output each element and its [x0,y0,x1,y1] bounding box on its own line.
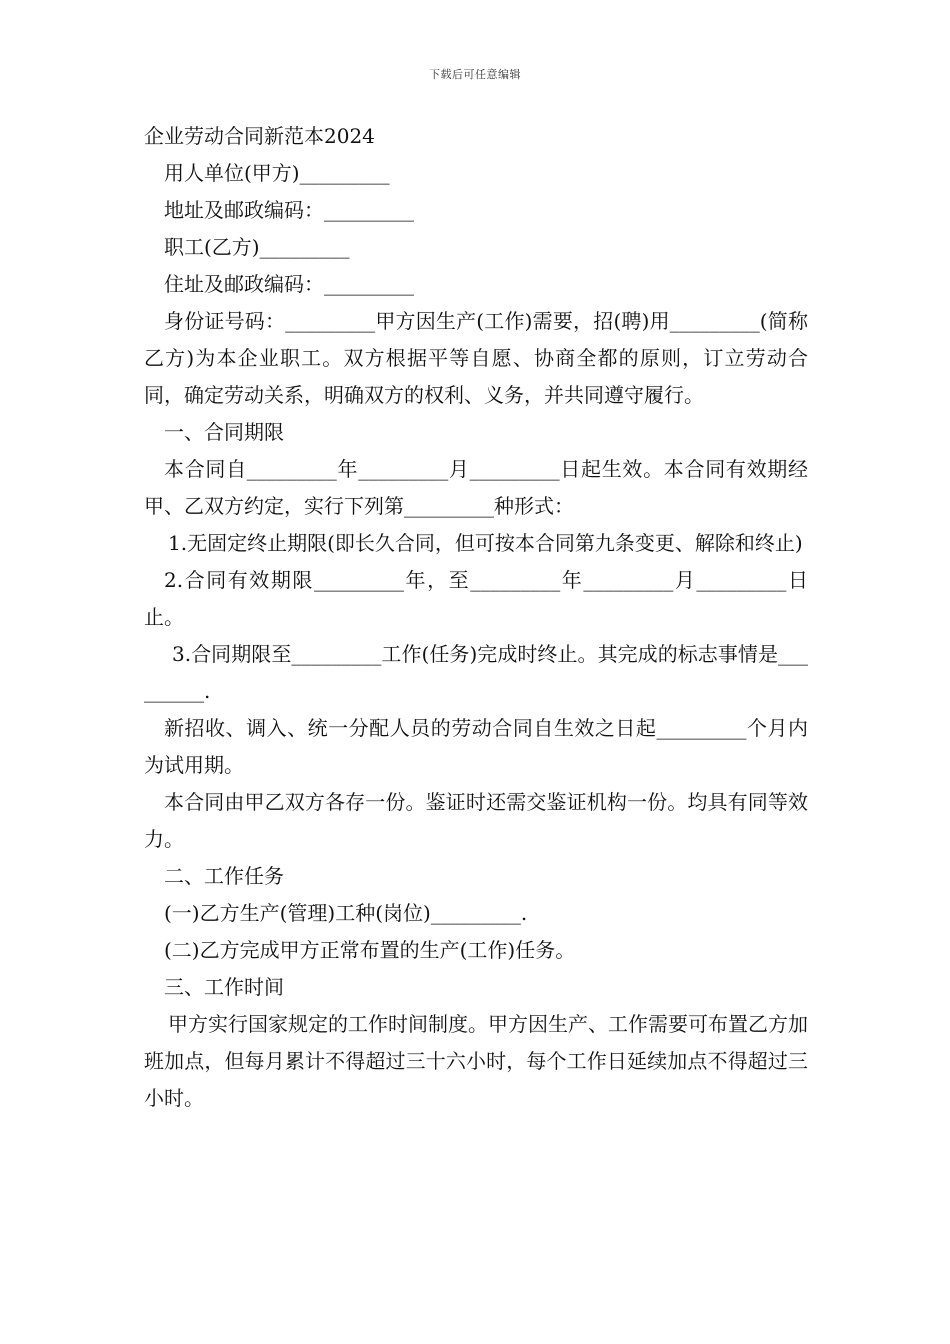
section-heading-work-tasks: 二、工作任务 [164,864,284,888]
list-item-term-option-1: 1.无固定终止期限(即长久合同，但可按本合同第九条变更、解除和终止) [168,531,803,555]
field-employer-address: 地址及邮政编码：_________ [164,198,414,222]
paragraph-effective-date: 本合同自_________年_________月_________日起生效。本合同有效期经甲、乙双方约定，实行下列第_________种形式： [144,457,808,518]
document-title: 企业劳动合同新范本2024 [144,124,375,148]
list-item-term-option-2: 2.合同有效期限_________年，至_________年_________月_________日止。 [144,568,808,629]
paragraph-copies: 本合同由甲乙双方各存一份。鉴证时还需交鉴证机构一份。均具有同等效力。 [144,790,808,851]
list-item-task-1: (一)乙方生产(管理)工种(岗位)_________. [164,901,528,925]
page-header-note: 下载后可任意编辑 [429,68,521,81]
field-employee-address: 住址及邮政编码：_________ [164,272,414,296]
list-item-task-2: (二)乙方完成甲方正常布置的生产(工作)任务。 [164,938,576,962]
section-heading-contract-term: 一、合同期限 [164,420,284,444]
paragraph-probation: 新招收、调入、统一分配人员的劳动合同自生效之日起_________个月内为试用期。 [144,716,808,777]
section-heading-working-hours: 三、工作时间 [164,975,284,999]
list-item-term-option-3: 3.合同期限至_________工作(任务)完成时终止。其完成的标志事情是_________. [144,642,808,703]
field-employer: 用人单位(甲方)_________ [164,161,390,185]
paragraph-working-hours: 甲方实行国家规定的工作时间制度。甲方因生产、工作需要可布置乙方加班加点，但每月累计不得超过三十六小时，每个工作日延续加点不得超过三小时。 [144,1012,808,1110]
paragraph-id-and-intro: 身份证号码：_________甲方因生产(工作)需要，招(聘)用_________(简称乙方)为本企业职工。双方根据平等自愿、协商全都的原则，订立劳动合同，确定劳动关系，明确双方的权利、义务，并共同遵守履行。 [144,309,808,407]
document-body [144,118,808,1117]
field-employee: 职工(乙方)_________ [164,235,350,259]
